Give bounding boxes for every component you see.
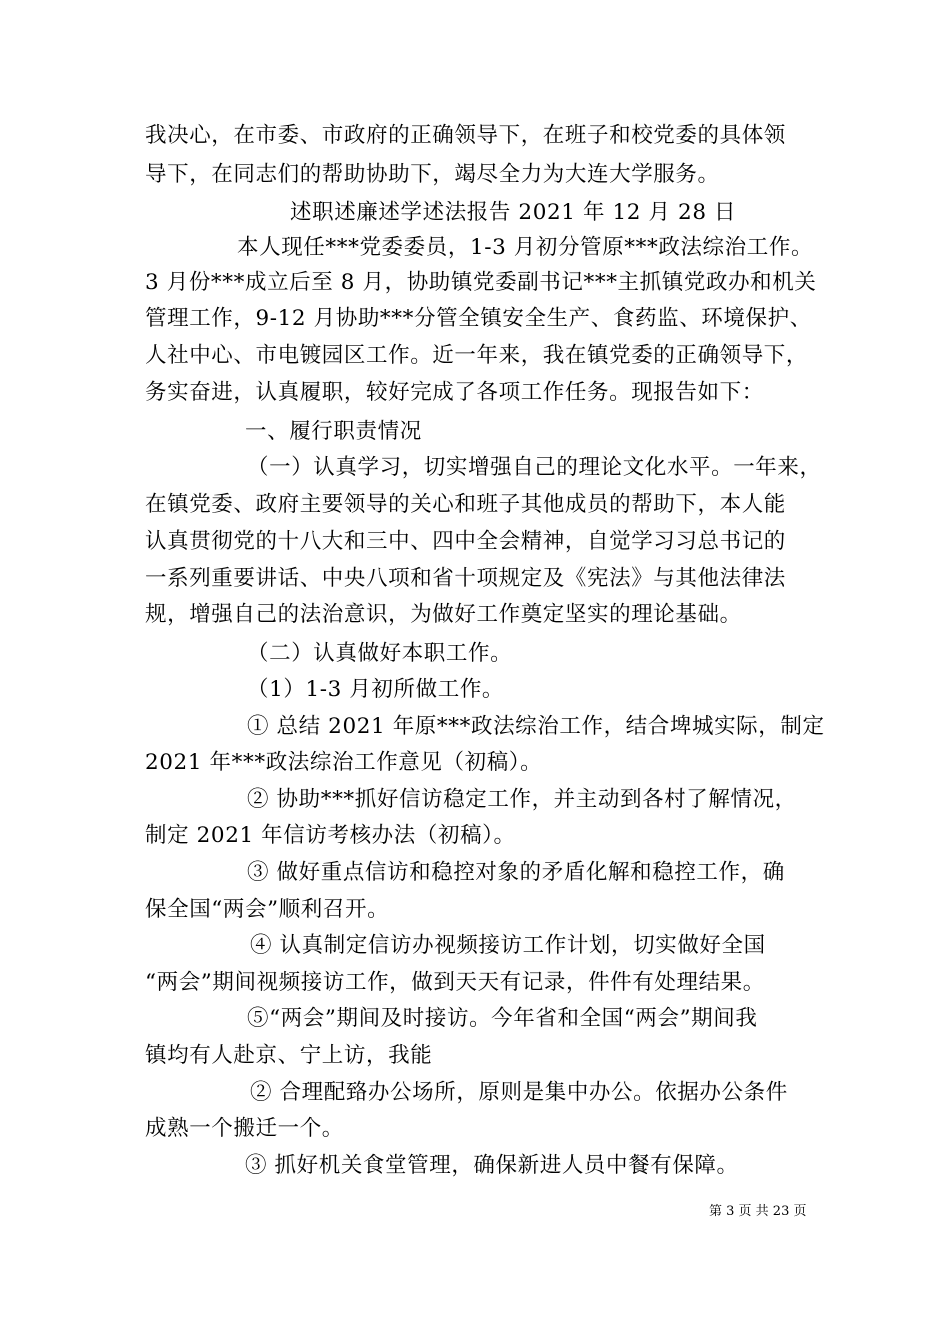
report-title: 述职述廉述学述法报告 2021 年 12 月 28 日	[290, 200, 737, 225]
body-line-11: 在镇党委、政府主要领导的关心和班子其他成员的帮助下，本人能	[145, 492, 786, 517]
subsection-heading-2: （二）认真做好本职工作。	[247, 641, 513, 666]
body-line-22: 保全国“两会”顺利召开。	[145, 897, 390, 922]
body-line-2: 导下，在同志们的帮助协助下，竭尽全力为大连大学服务。	[145, 162, 720, 187]
body-line-21: ③ 做好重点信访和稳控对象的矛盾化解和稳控工作，确	[247, 860, 785, 885]
body-line-8: 务实奋进，认真履职，较好完成了各项工作任务。现报告如下：	[145, 380, 764, 405]
body-line-13: 一系列重要讲话、中央八项和省十项规定及《宪法》与其他法律法	[145, 566, 786, 591]
item-heading-1: （1）1-3 月初所做工作。	[247, 677, 505, 702]
body-line-20: 制定 2021 年信访考核办法（初稿）。	[145, 823, 516, 848]
body-line-1: 我决心，在市委、市政府的正确领导下，在班子和校党委的具体领	[145, 123, 786, 148]
body-line-19: ② 协助***抓好信访稳定工作，并主动到各村了解情况，	[247, 787, 797, 812]
body-line-17: ① 总结 2021 年原***政法综治工作，结合埤城实际，制定	[247, 714, 825, 739]
body-line-23: ④ 认真制定信访办视频接访工作计划，切实做好全国	[250, 933, 766, 958]
subsection-heading-1: （一）认真学习，切实增强自己的理论文化水平。一年来，	[247, 455, 822, 480]
body-line-14: 规，增强自己的法治意识，为做好工作奠定坚实的理论基础。	[145, 602, 742, 627]
body-line-4: 本人现任***党委委员，1-3 月初分管原***政法综治工作。	[237, 235, 814, 260]
body-line-24: “两会”期间视频接访工作，做到天天有记录，件件有处理结果。	[145, 970, 765, 995]
page-number-footer: 第 3 页 共 23 页	[709, 1204, 807, 1219]
body-line-29: ③ 抓好机关食堂管理，确保新进人员中餐有保障。	[245, 1153, 739, 1178]
body-line-6: 管理工作，9-12 月协助***分管全镇安全生产、食药监、环境保护、	[145, 306, 812, 331]
body-line-7: 人社中心、市电镀园区工作。近一年来，我在镇党委的正确领导下，	[145, 343, 809, 368]
body-line-12: 认真贯彻党的十八大和三中、四中全会精神，自觉学习习总书记的	[145, 529, 786, 554]
body-line-25: ⑤“两会”期间及时接访。今年省和全国“两会”期间我	[247, 1006, 758, 1031]
body-line-18: 2021 年***政法综治工作意见（初稿）。	[145, 750, 543, 775]
body-line-28: 成熟一个搬迁一个。	[145, 1116, 344, 1141]
body-line-26: 镇均有人赴京、宁上访，我能	[145, 1043, 433, 1068]
section-heading-1: 一、履行职责情况	[245, 419, 422, 444]
body-line-5: 3 月份***成立后至 8 月，协助镇党委副书记***主抓镇党政办和机关	[145, 270, 817, 295]
body-line-27: ② 合理配臵办公场所，原则是集中办公。依据办公条件	[250, 1080, 788, 1105]
